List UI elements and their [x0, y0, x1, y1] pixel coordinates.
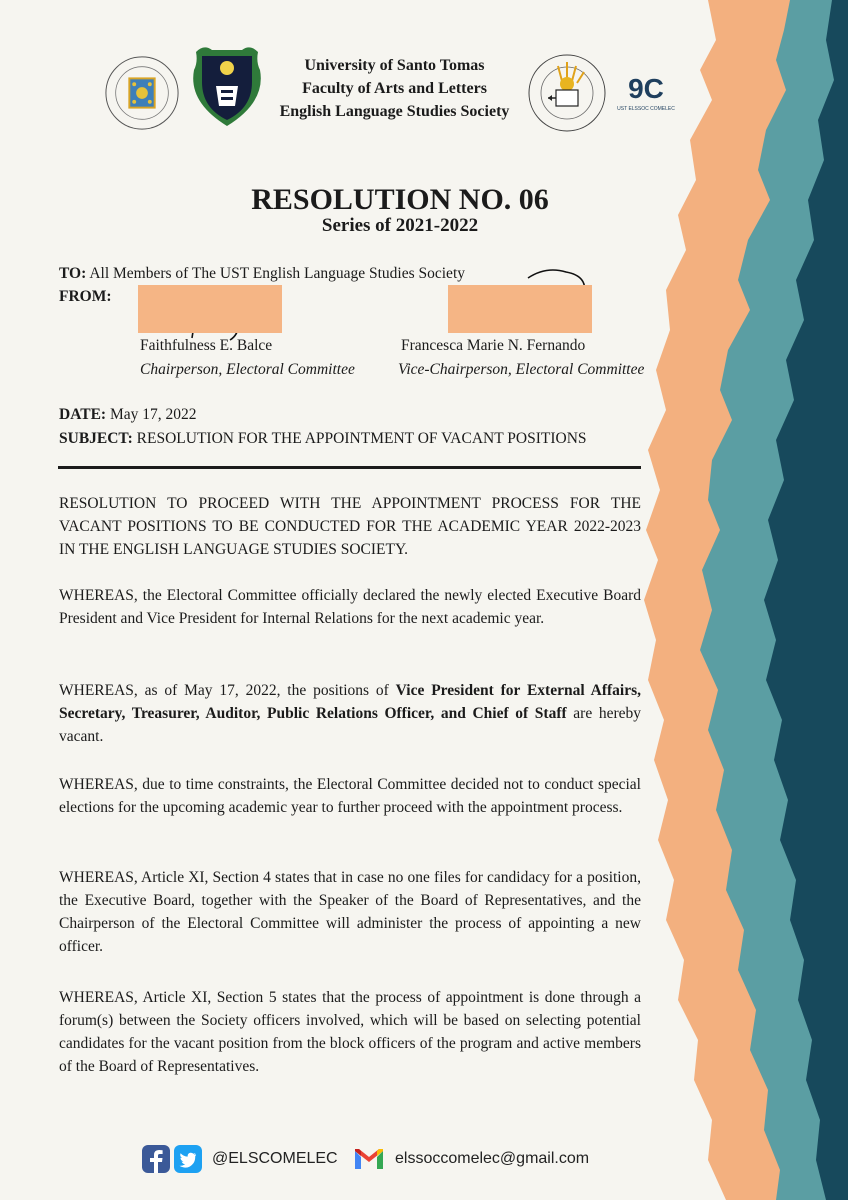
faculty-name: Faculty of Arts and Letters — [302, 80, 487, 97]
comelec-logo-caption: UST ELSSOC COMELEC — [617, 106, 675, 112]
redacted-signature-chairperson — [138, 285, 282, 333]
whereas-paragraph-1: WHEREAS, the Electoral Committee officially declared the newly elected Executive Board President and Vice President for Internal Relations for the next academic year. — [59, 587, 641, 627]
vice-chairperson-role: Vice-Chairperson, Electoral Committee — [398, 361, 645, 378]
whereas-paragraph-3: WHEREAS, due to time constraints, the Electoral Committee decided not to conduct special elections for the upcoming academic year to further proceed with the appointment process. — [59, 776, 641, 816]
vacant-positions-list: Vice President for External Affairs, Secretary, Treasurer, Auditor, Public Relations Officer, and Chief of Staff — [59, 682, 641, 722]
chairperson-role: Chairperson, Electoral Committee — [140, 361, 355, 378]
social-handle[interactable]: @ELSCOMELEC — [212, 1150, 338, 1167]
gmail-icon[interactable] — [353, 1147, 385, 1171]
whereas-2-text-end: are hereby vacant. — [59, 705, 642, 745]
ust-elssoc-comelec-logo — [616, 68, 676, 114]
institution-header — [262, 54, 527, 123]
subject-label: SUBJECT: — [59, 430, 133, 447]
faculty-arts-letters-shield-logo — [186, 42, 268, 130]
decorative-wave-border — [608, 0, 848, 1200]
twitter-icon[interactable] — [174, 1145, 202, 1173]
date-value: May 17, 2022 — [109, 406, 197, 423]
redacted-signature-vice-chairperson — [448, 285, 592, 333]
resolution-intro-paragraph: RESOLUTION TO PROCEED WITH THE APPOINTMENT PROCESS FOR THE VACANT POSITIONS TO BE CONDUCTED FOR THE ACADEMIC YEAR 2022-2023 IN THE ENGLISH LANGUAGE STUDIES SOCIETY. — [59, 495, 641, 558]
subject-value: RESOLUTION FOR THE APPOINTMENT OF VACANT POSITIONS — [136, 430, 587, 447]
ust-english-language-studies-society-seal-logo — [526, 52, 608, 134]
resolution-series: Series of 2021-2022 — [321, 215, 479, 236]
from-label: FROM: — [59, 288, 112, 305]
resolution-title: RESOLUTION NO. 06 — [251, 183, 549, 216]
chairperson-name: Faithfulness E. Balce — [140, 337, 273, 354]
facebook-icon[interactable] — [142, 1145, 170, 1173]
vice-chairperson-name: Francesca Marie N. Fernando — [401, 337, 586, 354]
section-divider — [58, 466, 641, 469]
contact-email[interactable]: elssoccomelec@gmail.com — [395, 1150, 590, 1167]
subject-line — [59, 429, 587, 449]
to-label: TO: — [59, 265, 87, 282]
whereas-2-text-start: WHEREAS, as of May 17, 2022, the positions of — [59, 682, 396, 699]
whereas-paragraph-5: WHEREAS, Article XI, Section 5 states that the process of appointment is done through a forum(s) between the Society officers involved, which will be based on selecting potential candidates for the vacant position from the block officers of the program and active members of the Board of Representatives. — [59, 989, 641, 1075]
date-line — [59, 405, 197, 425]
comelec-logo-mark: 9C — [628, 73, 664, 104]
whereas-paragraph-2 — [59, 679, 641, 748]
date-label: DATE: — [59, 406, 107, 423]
society-name: English Language Studies Society — [279, 103, 510, 120]
university-name: University of Santo Tomas — [304, 57, 485, 74]
whereas-paragraph-4: WHEREAS, Article XI, Section 4 states that in case no one files for candidacy for a position, the Executive Board, together with the Speaker of the Board of Representatives, and the Chairperson of the Electoral Committee will administer the process of appointing a new officer. — [59, 869, 641, 955]
ust-pontifical-seal-logo — [103, 54, 181, 132]
to-value: All Members of The UST English Language Studies Society — [89, 265, 465, 282]
